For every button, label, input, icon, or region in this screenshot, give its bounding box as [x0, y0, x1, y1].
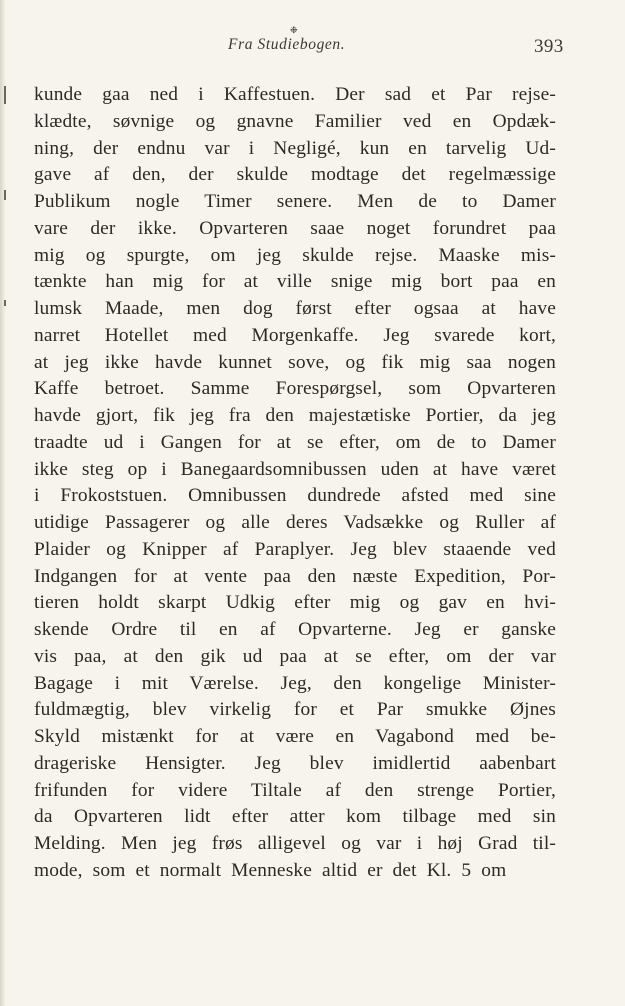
text-line: ikke steg op i Banegaardsomnibussen uden at have været — [34, 458, 556, 480]
binding-mark — [4, 190, 6, 200]
text-line: tieren holdt skarpt Udkig efter mig og gav en hvi- — [34, 592, 556, 614]
text-line: mode, som et normalt Menneske altid er det Kl. 5 om — [34, 859, 507, 881]
text-line: da Opvarteren lidt efter atter kom tilbage med sin — [34, 806, 556, 828]
text-line: ning, der endnu var i Negligé, kun en tarvelig Ud- — [34, 137, 556, 159]
text-line: klædte, søvnige og gnavne Familier ved en Opdæk- — [34, 110, 556, 132]
text-line: fuldmægtig, blev virkelig for et Par smukke Øjnes — [34, 699, 556, 721]
text-line: Indgangen for at vente paa den næste Expedition, Por- — [34, 565, 556, 587]
text-line: mig og spurgte, om jeg skulde rejse. Maaske mis- — [34, 244, 556, 266]
text-line: Plaider og Knipper af Paraplyer. Jeg blev staaende ved — [34, 538, 556, 560]
text-line: Melding. Men jeg frøs alligevel og var i høj Grad til- — [34, 833, 556, 854]
text-line: drageriske Hensigter. Jeg blev imidlertid aabenbart — [34, 752, 556, 774]
text-line: i Frokoststuen. Omnibussen dundrede afsted med sine — [34, 485, 556, 507]
page-number: 393 — [534, 36, 564, 57]
text-line: Kaffe betroet. Samme Forespørgsel, som Opvarteren — [34, 378, 556, 400]
text-line: tænkte han mig for at ville snige mig bort paa en — [34, 271, 556, 293]
text-line: kunde gaa ned i Kaffestuen. Der sad et Par rejse- — [34, 84, 556, 105]
text-line: Publikum nogle Timer senere. Men de to Damer — [34, 191, 556, 212]
text-line: frifunden for videre Tiltale af den strenge Portier, — [34, 779, 556, 801]
text-line: vis paa, at den gik ud paa at se efter, om der var — [34, 645, 556, 667]
text-line: narret Hotellet med Morgenkaffe. Jeg svarede kort, — [34, 324, 556, 346]
binding-mark — [4, 86, 6, 104]
text-line: traadte ud i Gangen for at se efter, om de to Damer — [34, 431, 556, 453]
text-line: at jeg ikke havde kunnet sove, og fik mig saa nogen — [34, 351, 556, 373]
text-line: utidige Passagerer og alle deres Vadsække og Ruller af — [34, 512, 556, 533]
binding-mark — [4, 300, 6, 306]
text-line: lumsk Maade, men dog først efter ogsaa at have — [34, 298, 556, 319]
text-line: havde gjort, fik jeg fra den majestætiske Portier, da jeg — [34, 405, 556, 426]
text-line: gave af den, der skulde modtage det regelmæssige — [34, 164, 556, 186]
body-text — [34, 82, 556, 885]
running-title: Fra Studiebogen. — [228, 36, 346, 53]
text-line: skende Ordre til en af Opvarterne. Jeg er ganske — [34, 619, 556, 640]
text-line: vare der ikke. Opvarteren saae noget forundret paa — [34, 217, 556, 239]
text-line: Skyld mistænkt for at være en Vagabond med be- — [34, 726, 556, 747]
text-line: Bagage i mit Værelse. Jeg, den kongelige Minister- — [34, 672, 556, 694]
header-ornament: ❉ — [290, 25, 298, 35]
page-header — [0, 25, 625, 58]
page-binding-edge — [0, 0, 6, 1006]
